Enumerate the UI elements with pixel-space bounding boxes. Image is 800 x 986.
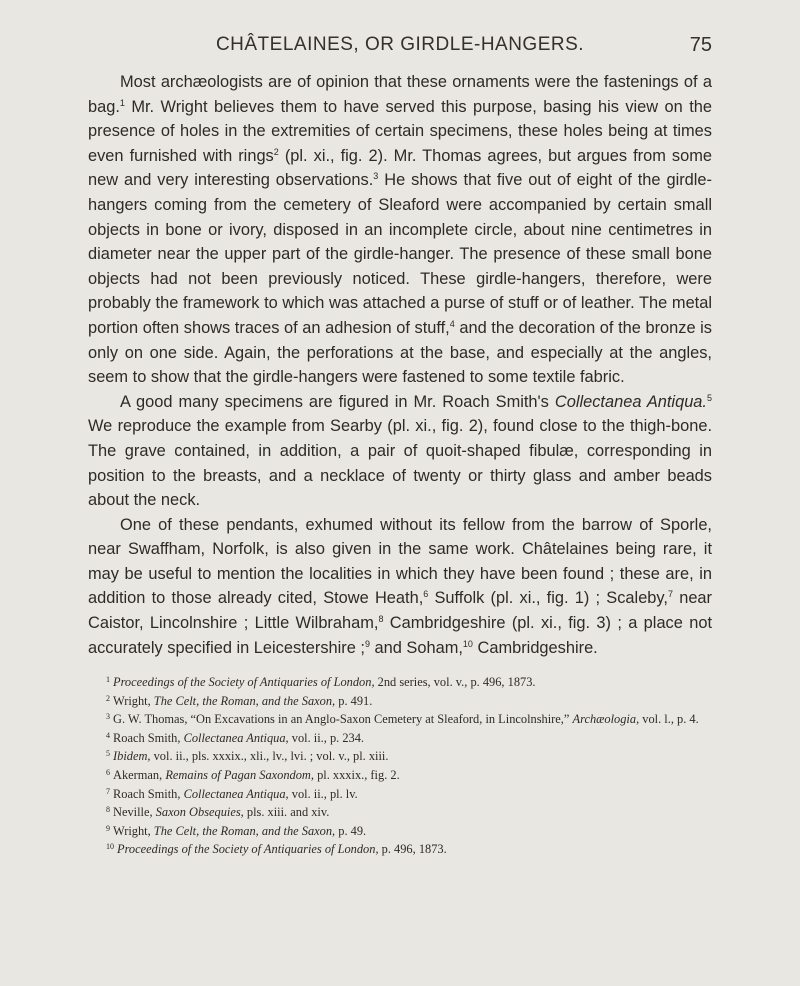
- text-run: 2nd series, vol. v., p. 496, 1873.: [374, 675, 536, 689]
- text-run: Roach Smith,: [113, 730, 184, 745]
- text-run: p. 491.: [335, 693, 373, 708]
- paragraph: [88, 70, 712, 390]
- footnote-number: 2: [106, 693, 110, 703]
- footnote-number: 10: [106, 842, 114, 852]
- footnote-number: 4: [106, 730, 110, 740]
- italic-title: Collectanea Antiqua,: [183, 786, 289, 801]
- italic-title: Saxon Obsequies,: [155, 805, 244, 820]
- text-run: A good many specimens are figured in Mr. Roach Smith's: [120, 392, 555, 411]
- footnote-ref: 6: [423, 589, 429, 600]
- text-run: pl. xxxix., fig. 2.: [313, 767, 400, 782]
- text-run: vol. ii., pls. xxxix., xli., lv., lvi. ; vol. v., pl. xiii.: [150, 749, 389, 764]
- footnote: [88, 672, 712, 691]
- text-run: Mr. Wright believes them to have served this purpose, basing his view on the presence of holes in the extremities of certain specimens, these holes being at times even furnished with rings: [88, 97, 712, 165]
- text-run: Akerman,: [113, 767, 166, 782]
- page-number: 75: [689, 34, 712, 56]
- italic-title: Ibidem,: [113, 749, 151, 764]
- text-run: (pl. xi., fig. 2). Mr. Thomas agrees, but argues from some new and very interesting observations.: [88, 146, 713, 190]
- italic-title: Remains of Pagan Saxondom,: [165, 767, 314, 782]
- footnote-ref: 4: [449, 318, 455, 329]
- footnote-ref: 3: [373, 171, 379, 182]
- italic-title: Proceedings of the Society of Antiquaries of London,: [113, 675, 375, 689]
- text-run: Wright,: [113, 693, 154, 708]
- footnote-number: 9: [106, 823, 110, 833]
- text-run: vol. ii., pl. lv.: [288, 786, 358, 801]
- text-run: Cambridgeshire.: [472, 638, 598, 657]
- text-run: He shows that five out of eight of the girdle-hangers coming from the cemetery of Sleaford were accompanied by certain small objects in bone or ivory, disposed in an incomplete circle, about nine centimetres in diameter near the upper part of the girdle-hanger. The presence of these small bone objects had not been previously noticed. These girdle-hangers, therefore, were probably the framework to which was attached a purse of stuff or of leather. The metal portion often shows traces of an adhesion of stuff,: [88, 171, 712, 337]
- footnote: [88, 691, 712, 710]
- footnote-number: 7: [106, 786, 110, 796]
- text-run: Suffolk (pl. xi., fig. 1) ; Scaleby,: [428, 589, 668, 608]
- italic-title: Archæologia,: [572, 712, 640, 727]
- footnote-ref: 8: [378, 614, 384, 625]
- footnotes: [88, 672, 712, 858]
- footnote: [88, 765, 712, 784]
- italic-title: Proceedings of the Society of Antiquaries of London,: [117, 842, 379, 857]
- footnote: [88, 839, 712, 858]
- footnote-ref: 2: [273, 146, 279, 157]
- footnote-ref: 5: [706, 392, 712, 403]
- text-run: and the decoration of the bronze is only on one side. Again, the perforations at the base, and especially at the angles, seem to show that the girdle-hangers were fastened to some textile fabric.: [88, 318, 712, 387]
- italic-title: Collectanea Antiqua.: [554, 392, 707, 411]
- running-title: CHÂTELAINES, OR GIRDLE-HANGERS.: [215, 34, 585, 55]
- paragraph: [88, 513, 712, 661]
- text-run: Roach Smith,: [113, 786, 184, 801]
- footnote-ref: 1: [119, 97, 125, 108]
- footnote: [88, 784, 712, 803]
- text-run: Cambridgeshire (pl. xi., fig. 3) ; a place not accurately specified in Leicestershire ;: [88, 614, 712, 657]
- text-run: near Caistor, Lincolnshire ; Little Wilbraham,: [88, 589, 713, 633]
- text-run: vol. l., p. 4.: [639, 712, 699, 727]
- footnote-ref: 7: [667, 589, 673, 600]
- text-run: G. W. Thomas, “On Excavations in an Anglo-Saxon Cemetery at Sleaford, in Lincolnshire,”: [113, 712, 573, 727]
- text-run: Wright,: [113, 823, 154, 838]
- text-run: p. 49.: [335, 823, 367, 838]
- footnote: [88, 802, 712, 821]
- footnote-number: 3: [106, 712, 110, 722]
- text-run: and Soham,: [369, 638, 463, 657]
- footnote-number: 1: [106, 675, 110, 684]
- footnote: [88, 709, 712, 728]
- body-text: [88, 70, 712, 660]
- footnote-number: 6: [106, 767, 110, 777]
- text-run: vol. ii., p. 234.: [288, 730, 365, 745]
- footnote: [88, 728, 712, 747]
- text-run: pls. xiii. and xiv.: [243, 805, 330, 820]
- italic-title: The Celt, the Roman, and the Saxon,: [153, 693, 336, 708]
- text-run: p. 496, 1873.: [378, 842, 447, 857]
- text-run: Neville,: [113, 805, 156, 820]
- text-run: One of these pendants, exhumed without its fellow from the barrow of Sporle, near Swaffham, Norfolk, is also given in the same work. Châtelaines being rare, it may be useful to mention the localities in which they have been found ; these are, in addition to those already cited, Stowe Heath,: [88, 515, 712, 608]
- footnote: [88, 821, 712, 840]
- paragraph: [88, 390, 712, 513]
- footnote: [88, 746, 712, 765]
- footnote-ref: 10: [462, 638, 473, 649]
- text-run: We reproduce the example from Searby (pl. xi., fig. 2), found close to the thigh-bone. The grave contained, in addition, a pair of quoit-shaped fibulæ, corresponding in position to the breasts, and a necklace of twenty or thirty glass and amber beads about the neck.: [88, 417, 712, 510]
- italic-title: Collectanea Antiqua,: [183, 730, 289, 745]
- footnote-number: 8: [106, 805, 110, 815]
- italic-title: The Celt, the Roman, and the Saxon,: [153, 823, 336, 838]
- footnote-ref: 9: [364, 638, 370, 649]
- page-header: [88, 34, 712, 58]
- text-run: Most archæologists are of opinion that these ornaments were the fastenings of a bag.: [88, 73, 712, 116]
- footnote-number: 5: [106, 749, 110, 759]
